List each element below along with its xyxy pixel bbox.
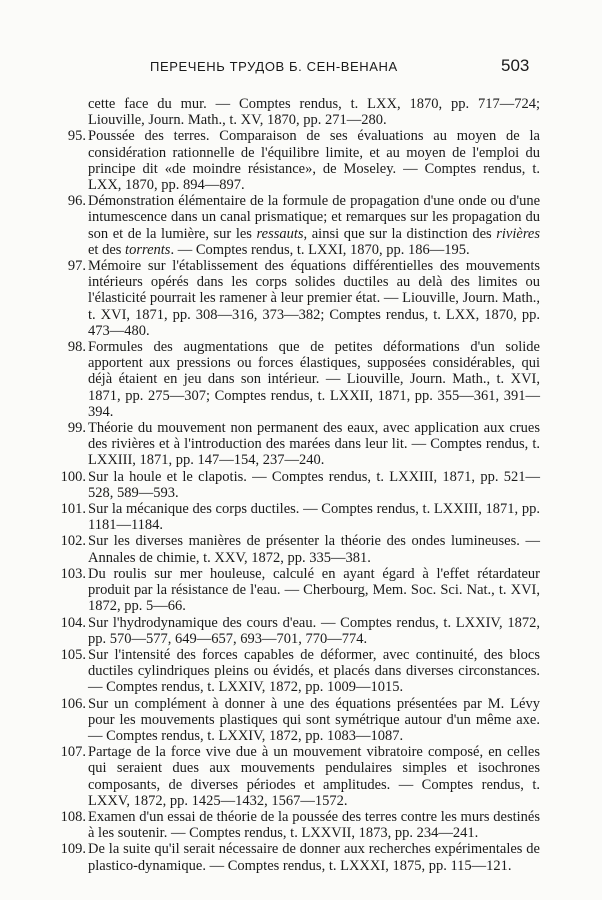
running-title: ПЕРЕЧЕНЬ ТРУДОВ Б. СЕН-ВЕНАНА [150, 59, 398, 74]
entry-text: Formules des augmentations que de petites déformations d'un solide apportent aux pressions ou forces élastiques, supposées considérables, qui déjà étaient en jeu dans son intérieur. — Liouville, Journ. Math., t. XVI, 1871, pp. 275—307; Comptes rendus, t. LXXII, 1871, pp. 355—361, 391—394. [88, 339, 540, 420]
italic-term: rivières [496, 225, 541, 242]
entry-text: Théorie du mouvement non permanent des eaux, avec application aux crues des rivières et à l'introduction des marées dans leur lit. — Comptes rendus, t. LXXIII, 1871, pp. 147—154, 237—240. [88, 420, 540, 469]
entry-text: Sur l'hydrodynamique des cours d'eau. — Comptes rendus, t. LXXIV, 1872, pp. 570—577, 649—657, 693—701, 770—774. [88, 614, 540, 647]
entry-number: 107 . [58, 744, 86, 760]
list-item [58, 128, 540, 193]
list-item [58, 501, 540, 533]
entry-number: 104 . [58, 615, 86, 631]
entry-text: Sur la mécanique des corps ductiles. — Comptes rendus, t. LXXIII, 1871, pp. 1181—1184. [88, 501, 540, 534]
entry-number: 106 . [58, 696, 86, 712]
entry-number: 99 . [58, 420, 86, 436]
entry-number: 109 . [58, 841, 86, 857]
entry-number: 100 . [58, 469, 86, 485]
entry-text: Du roulis sur mer houleuse, calculé en ayant égard à l'effet rétardateur produit par la résistance de l'eau. — Cherbourg, Mem. Soc. Sci. Nat., t. XVI, 1872, pp. 5—66. [88, 565, 540, 615]
list-item [58, 809, 540, 841]
entry-text: Démonstration élémentaire de la formule de propagation d'une onde ou d'une intumescence dans un canal prismatique; et remarques sur les propagation du son et de la lumière, sur les ressauts, ainsi que sur la distinction des rivières et des torrents. — Comptes rendus, t. LXXI, 1870, pp. 186—195. [88, 193, 541, 258]
page-number: 503 [501, 56, 530, 75]
entry-number: 101 . [58, 501, 86, 517]
list-item [58, 696, 540, 745]
entry-text: Sur la houle et le clapotis. — Comptes rendus, t. LXXIII, 1871, pp. 521—528, 589—593. [88, 468, 540, 501]
entry-number: 96 . [58, 193, 86, 209]
list-item [58, 533, 540, 565]
entry-text: Poussée des terres. Comparaison de ses évaluations au moyen de la considération rationnelle de l'équilibre limite, et au moyen de l'emploi du principe dit «de moindre résistance», de Moseley. — Comptes rendus, t. LXX, 1870, pp. 894—897. [88, 128, 540, 194]
list-item [58, 566, 540, 615]
entry-text: Examen d'un essai de théorie de la poussée des terres contre les murs destinés à les soutenir. — Comptes rendus, t. LXXVII, 1873, pp. 234—241. [88, 808, 540, 842]
entry-number: 108 . [58, 809, 86, 825]
entry-text: Mémoire sur l'établissement des équations différentielles des mouvements intérieurs opérés dans les corps solides ductiles au delà des limites ou l'élasticité pourrait les ramener à leur premier état. — Liouville, Journ. Math., t. XVI, 1871, pp. 308—316, 373—382; Comptes rendus, t. LXX, 1870, pp. 473—480. [88, 258, 540, 339]
entry-number: 102 . [58, 533, 86, 549]
entry-number: 98 . [58, 339, 86, 355]
list-item [58, 193, 540, 258]
italic-term: ressauts [256, 225, 304, 242]
list-item [58, 647, 540, 696]
entry-text: Partage de la force vive due à un mouvement vibratoire composé, en celles qui seraient dues aux mouvements pendulaires simples et isochrones composants, de diverses périodes et amplitudes. — Comptes rendus, t. LXXV, 1872, pp. 1425—1432, 1567—1572. [88, 744, 540, 809]
entry-text: Sur un complément à donner à une des équations présentées par M. Lévy pour les mouvements plastiques qui sont symétrique autour d'un même axe. — Comptes rendus, t. LXXIV, 1872, pp. 1083—1087. [88, 695, 540, 744]
list-item [58, 841, 540, 873]
entry-number: 97 . [58, 258, 86, 274]
bibliography-list [58, 96, 540, 874]
italic-term: torrents [125, 241, 171, 258]
entry-text: Sur l'intensité des forces capables de déformer, avec continuité, des blocs ductiles cylindriques pleins ou évidés, et placés dans diverses circonstances. — Comptes rendus, t. LXXIV, 1872, pp. 1009—1015. [88, 646, 540, 696]
list-item [58, 420, 540, 469]
list-item [58, 744, 540, 809]
list-item [58, 339, 540, 420]
continued-entry: cette face du mur. — Comptes rendus, t. LXX, 1870, pp. 717—724; Liouville, Journ. Math., t. XV, 1870, pp. 271—280. [88, 96, 540, 129]
entry-number: 103 . [58, 566, 86, 582]
entry-text: De la suite qu'il serait nécessaire de donner aux recherches expérimentales de plastico-dynamique. — Comptes rendus, t. LXXXI, 1875, pp. 115—121. [88, 841, 540, 874]
entry-number: 95 . [58, 128, 86, 144]
list-item [58, 469, 540, 501]
page-header [0, 56, 602, 80]
entry-number: 105 . [58, 647, 86, 663]
list-item [58, 615, 540, 647]
entry-text: Sur les diverses manières de présenter la théorie des ondes lumineuses. — Annales de chimie, t. XXV, 1872, pp. 335—381. [88, 533, 540, 566]
list-item [58, 258, 540, 339]
